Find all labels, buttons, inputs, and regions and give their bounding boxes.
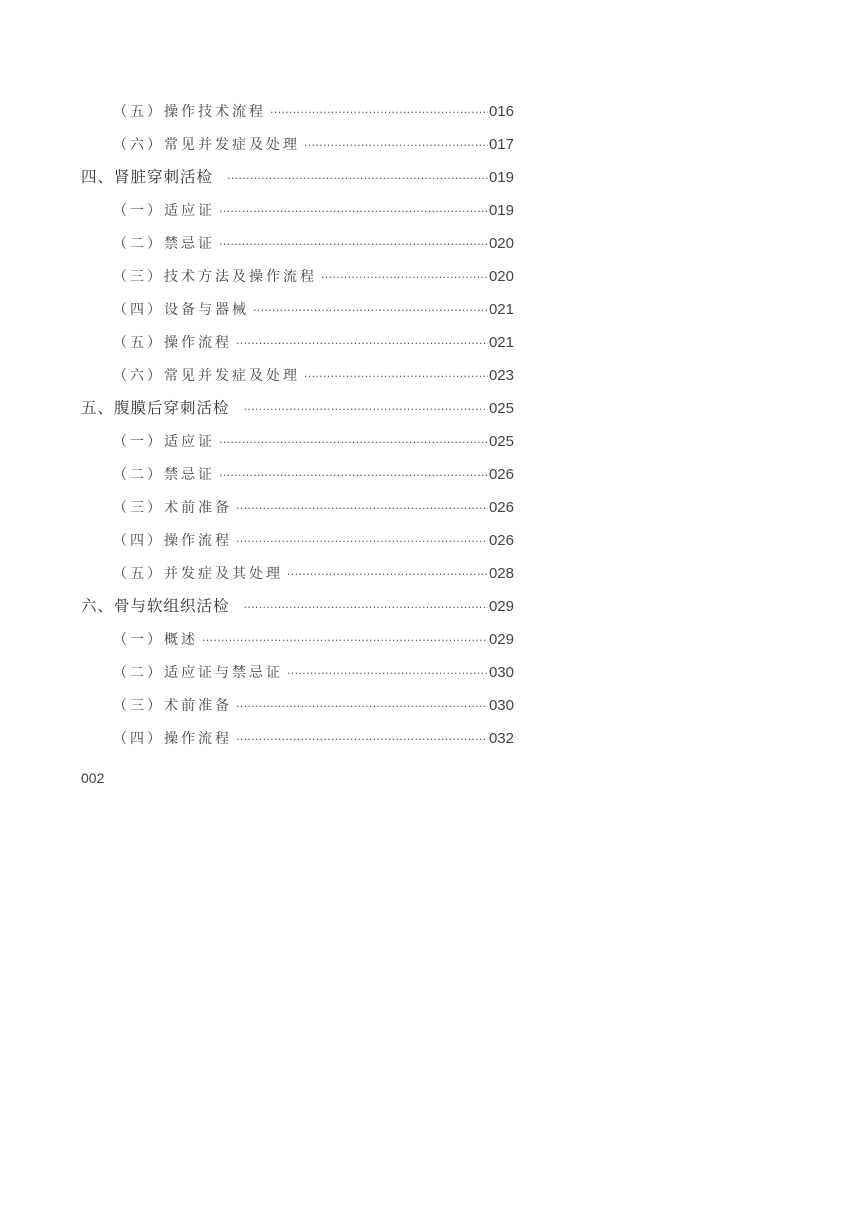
toc-entry-title: （五）操作流程 bbox=[113, 335, 232, 351]
toc-section[interactable] bbox=[81, 392, 514, 425]
dot-leader bbox=[219, 228, 488, 261]
toc-section[interactable] bbox=[81, 161, 514, 194]
toc-entry-page: 021 bbox=[488, 334, 514, 351]
dot-leader bbox=[202, 624, 488, 657]
toc-section-title: 五、腹膜后穿刺活检 bbox=[81, 399, 230, 417]
toc-entry-title: （二）禁忌证 bbox=[113, 236, 215, 252]
toc-entry-title: （一）概述 bbox=[113, 632, 198, 648]
dot-leader bbox=[236, 723, 488, 756]
toc-section-page: 029 bbox=[488, 598, 514, 615]
toc-entry[interactable] bbox=[81, 425, 514, 458]
toc-entry[interactable] bbox=[81, 227, 514, 260]
dot-leader bbox=[287, 558, 488, 591]
dot-leader bbox=[219, 195, 488, 228]
toc-entry[interactable] bbox=[81, 95, 514, 128]
toc-section[interactable] bbox=[81, 590, 514, 623]
dot-leader bbox=[304, 129, 488, 162]
toc-entry-title: （四）操作流程 bbox=[113, 731, 232, 747]
page-number: 002 bbox=[81, 770, 105, 786]
toc-entry-title: （四）操作流程 bbox=[113, 533, 232, 549]
toc-entry[interactable] bbox=[81, 128, 514, 161]
toc-entry[interactable] bbox=[81, 359, 514, 392]
toc-entry[interactable] bbox=[81, 656, 514, 689]
toc-entry[interactable] bbox=[81, 260, 514, 293]
toc-entry-page: 028 bbox=[488, 565, 514, 582]
toc-entry-title: （五）操作技术流程 bbox=[113, 104, 266, 120]
dot-leader bbox=[304, 360, 488, 393]
dot-leader bbox=[219, 426, 488, 459]
toc-entry-page: 026 bbox=[488, 466, 514, 483]
toc-section-title: 四、肾脏穿刺活检 bbox=[81, 168, 214, 186]
toc-entry-title: （五）并发症及其处理 bbox=[113, 566, 283, 582]
toc-entry-title: （三）术前准备 bbox=[113, 500, 232, 516]
toc-entry-page: 023 bbox=[488, 367, 514, 384]
toc-entry[interactable] bbox=[81, 623, 514, 656]
toc-entry-title: （六）常见并发症及处理 bbox=[113, 137, 300, 153]
toc-entry-title: （一）适应证 bbox=[113, 203, 215, 219]
toc-section-title: 六、骨与软组织活检 bbox=[81, 597, 230, 615]
toc-entry-page: 030 bbox=[488, 697, 514, 714]
toc-entry[interactable] bbox=[81, 326, 514, 359]
table-of-contents bbox=[81, 95, 514, 755]
toc-entry-page: 026 bbox=[488, 499, 514, 516]
dot-leader bbox=[244, 393, 488, 426]
dot-leader bbox=[219, 459, 488, 492]
toc-entry-page: 032 bbox=[488, 730, 514, 747]
toc-entry-title: （三）技术方法及操作流程 bbox=[113, 269, 317, 285]
toc-entry[interactable] bbox=[81, 491, 514, 524]
toc-entry-page: 029 bbox=[488, 631, 514, 648]
toc-entry-title: （六）常见并发症及处理 bbox=[113, 368, 300, 384]
toc-entry-title: （二）禁忌证 bbox=[113, 467, 215, 483]
toc-entry-page: 021 bbox=[488, 301, 514, 318]
dot-leader bbox=[244, 591, 488, 624]
toc-entry-title: （三）术前准备 bbox=[113, 698, 232, 714]
dot-leader bbox=[253, 294, 488, 327]
dot-leader bbox=[236, 492, 488, 525]
toc-entry[interactable] bbox=[81, 722, 514, 755]
toc-entry-page: 019 bbox=[488, 202, 514, 219]
dot-leader bbox=[236, 525, 488, 558]
dot-leader bbox=[236, 690, 488, 723]
toc-entry-page: 016 bbox=[488, 103, 514, 120]
dot-leader bbox=[321, 261, 488, 294]
toc-entry[interactable] bbox=[81, 689, 514, 722]
toc-entry[interactable] bbox=[81, 293, 514, 326]
toc-entry-title: （一）适应证 bbox=[113, 434, 215, 450]
toc-entry-page: 020 bbox=[488, 268, 514, 285]
toc-entry[interactable] bbox=[81, 557, 514, 590]
toc-section-page: 025 bbox=[488, 400, 514, 417]
toc-entry[interactable] bbox=[81, 458, 514, 491]
dot-leader bbox=[287, 657, 488, 690]
dot-leader bbox=[227, 162, 488, 195]
toc-section-page: 019 bbox=[488, 169, 514, 186]
toc-entry-title: （二）适应证与禁忌证 bbox=[113, 665, 283, 681]
toc-entry-page: 017 bbox=[488, 136, 514, 153]
toc-entry-page: 026 bbox=[488, 532, 514, 549]
dot-leader bbox=[270, 96, 488, 129]
dot-leader bbox=[236, 327, 488, 360]
toc-entry-title: （四）设备与器械 bbox=[113, 302, 249, 318]
toc-entry[interactable] bbox=[81, 194, 514, 227]
toc-entry[interactable] bbox=[81, 524, 514, 557]
toc-entry-page: 025 bbox=[488, 433, 514, 450]
toc-entry-page: 030 bbox=[488, 664, 514, 681]
toc-entry-page: 020 bbox=[488, 235, 514, 252]
